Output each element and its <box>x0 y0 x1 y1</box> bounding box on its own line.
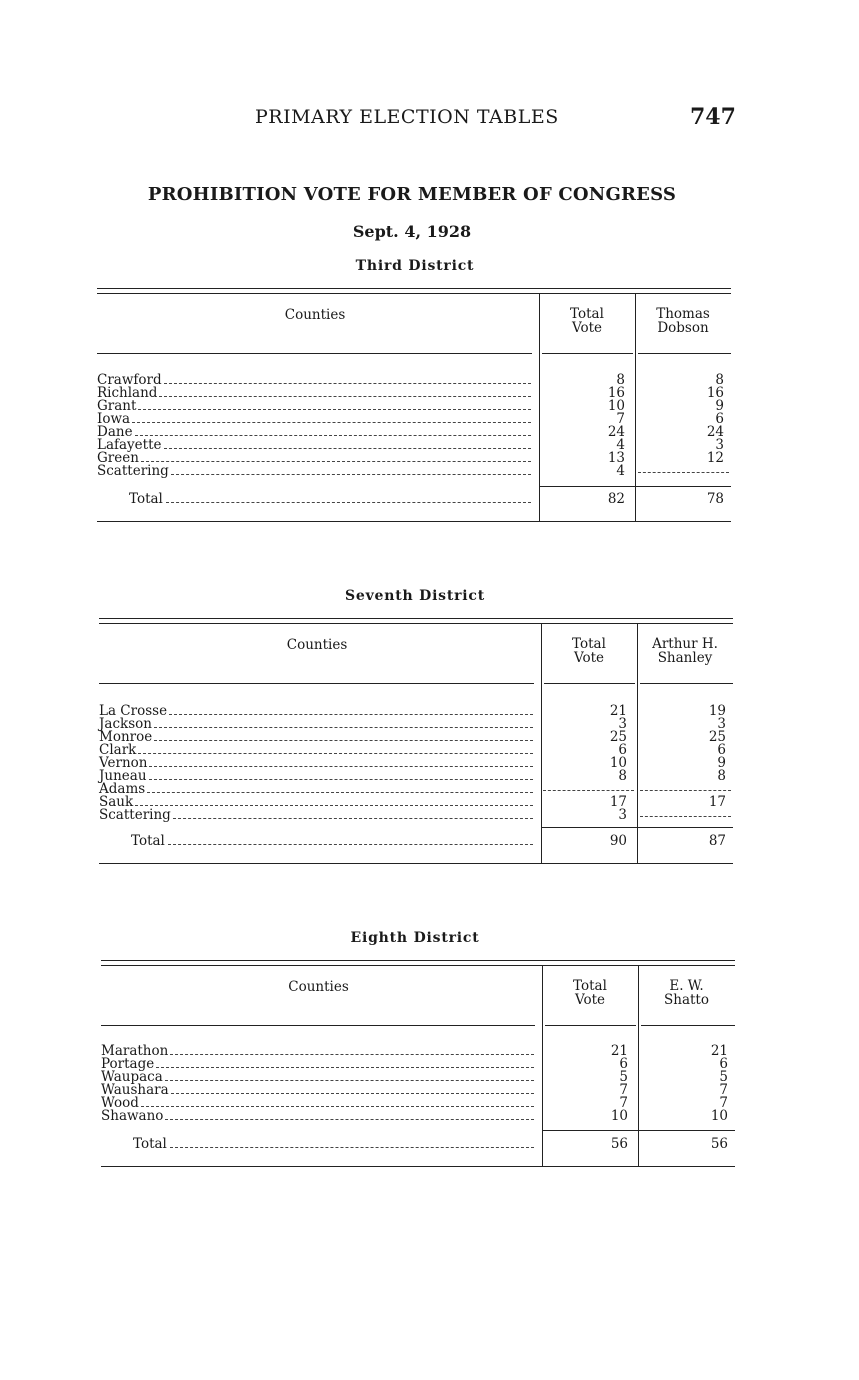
county-name: Dane <box>97 424 133 440</box>
candidate-vote-cell: 17 <box>708 794 726 810</box>
table-row <box>99 718 733 731</box>
sum-rule <box>636 486 731 487</box>
county-name: Shawano <box>101 1108 164 1124</box>
candidate-vote-cell: 7 <box>719 1082 728 1098</box>
table-row <box>99 796 733 809</box>
dot-leader <box>132 422 531 423</box>
table-row <box>99 744 733 757</box>
county-name: Marathon <box>101 1043 169 1059</box>
header-rule <box>545 1025 636 1026</box>
dot-leader <box>138 409 531 410</box>
header-candidate <box>637 637 733 665</box>
sum-rule <box>639 1130 735 1131</box>
candidate-vote-cell: 7 <box>719 1095 728 1111</box>
candidate-vote-sum: 78 <box>706 491 724 507</box>
table-row <box>101 1110 735 1123</box>
dot-leader <box>170 1147 534 1148</box>
header-counties: Counties <box>284 307 346 323</box>
dot-leader <box>171 1093 534 1094</box>
dot-leader <box>141 461 531 462</box>
district-heading-third: Third District <box>355 258 475 274</box>
dot-leader <box>149 766 533 767</box>
dot-leader <box>171 474 531 475</box>
table-row <box>97 413 731 426</box>
county-name: Sauk <box>99 794 134 810</box>
sum-rule <box>540 486 635 487</box>
header-rule <box>641 1025 735 1026</box>
candidate-vote-cell: 12 <box>706 450 724 466</box>
total-vote-cell: 7 <box>616 411 625 427</box>
table-row <box>101 1058 735 1071</box>
candidate-vote-sum: 87 <box>708 833 726 849</box>
total-vote-cell: 3 <box>618 807 627 823</box>
candidate-vote-cell: 25 <box>708 729 726 745</box>
running-title: PRIMARY ELECTION TABLES <box>255 106 559 128</box>
table-third-district <box>97 288 731 522</box>
header-counties: Counties <box>288 979 349 995</box>
dot-leader <box>147 792 533 793</box>
candidate-vote-cell: 24 <box>706 424 724 440</box>
total-label: Total <box>133 1136 167 1152</box>
dot-leader <box>165 1080 534 1081</box>
sum-rule <box>543 1130 638 1131</box>
header-total-vote <box>542 979 638 1007</box>
header-candidate <box>635 307 731 335</box>
total-vote-cell: 6 <box>619 1056 628 1072</box>
table-top-rule <box>101 960 735 966</box>
total-vote-cell: 8 <box>616 372 625 388</box>
candidate-vote-cell: 6 <box>719 1056 728 1072</box>
total-label: Total <box>131 833 165 849</box>
table-row <box>101 1097 735 1110</box>
county-name: Richland <box>97 385 158 401</box>
table-row <box>97 387 731 400</box>
dot-leader <box>164 448 531 449</box>
dot-leader <box>154 727 533 728</box>
empty-cell-dash <box>638 472 729 473</box>
candidate-vote-cell: 8 <box>717 768 726 784</box>
sum-rule <box>638 827 733 828</box>
header-candidate-line2: Dobson <box>657 320 709 336</box>
table-row <box>99 705 733 718</box>
total-vote-cell: 7 <box>619 1082 628 1098</box>
county-name: Grant <box>97 398 137 414</box>
county-name: Scattering <box>97 463 169 479</box>
table-row <box>101 1084 735 1097</box>
sum-rule <box>542 827 637 828</box>
dot-leader <box>169 714 533 715</box>
total-vote-cell: 7 <box>619 1095 628 1111</box>
total-vote-cell: 10 <box>610 1108 628 1124</box>
total-vote-sum: 82 <box>607 491 625 507</box>
county-name: Jackson <box>99 716 152 732</box>
county-name: Crawford <box>97 372 162 388</box>
district-heading-seventh: Seventh District <box>344 588 486 604</box>
header-rule <box>101 1025 535 1026</box>
county-name: Lafayette <box>97 437 162 453</box>
dot-leader <box>168 844 533 845</box>
total-vote-sum: 90 <box>609 833 627 849</box>
header-total-vote <box>541 637 637 665</box>
header-candidate-line1: Thomas <box>656 306 710 322</box>
table-bottom-rule <box>99 863 733 864</box>
total-row <box>97 491 731 507</box>
table-row <box>97 400 731 413</box>
total-vote-cell: 21 <box>609 703 627 719</box>
table-row <box>99 770 733 783</box>
table-row <box>97 374 731 387</box>
header-total-vote <box>539 307 635 335</box>
county-name: Scattering <box>99 807 171 823</box>
candidate-vote-cell: 5 <box>719 1069 728 1085</box>
total-vote-cell: 5 <box>619 1069 628 1085</box>
header-rule <box>544 683 635 684</box>
dot-leader <box>156 1067 534 1068</box>
empty-cell-dash <box>640 816 731 817</box>
header-total-line2: Vote <box>573 650 605 666</box>
total-vote-cell: 4 <box>616 463 625 479</box>
table-row <box>97 465 731 478</box>
county-name: La Crosse <box>99 703 168 719</box>
candidate-vote-cell: 16 <box>706 385 724 401</box>
page-title: PROHIBITION VOTE FOR MEMBER OF CONGRESS <box>147 184 677 205</box>
candidate-vote-cell: 10 <box>710 1108 728 1124</box>
dot-leader <box>166 502 531 503</box>
page-number: 747 <box>690 104 736 130</box>
county-name: Waupaca <box>101 1069 163 1085</box>
county-name: Portage <box>101 1056 155 1072</box>
county-name: Wood <box>101 1095 139 1111</box>
dot-leader <box>135 435 531 436</box>
total-vote-cell: 16 <box>607 385 625 401</box>
total-vote-cell: 10 <box>609 755 627 771</box>
table-row <box>97 426 731 439</box>
table-seventh-district <box>99 618 733 864</box>
total-vote-cell: 24 <box>607 424 625 440</box>
county-name: Monroe <box>99 729 153 745</box>
table-row <box>101 1071 735 1084</box>
dot-leader <box>149 779 533 780</box>
header-total-line1: Total <box>573 978 607 994</box>
table-row <box>101 1045 735 1058</box>
header-rule <box>97 353 532 354</box>
header-rule <box>638 353 731 354</box>
total-vote-cell: 17 <box>609 794 627 810</box>
total-vote-cell: 21 <box>610 1043 628 1059</box>
candidate-vote-cell: 3 <box>717 716 726 732</box>
total-vote-cell: 25 <box>609 729 627 745</box>
total-row <box>101 1136 735 1152</box>
table-row <box>99 783 733 796</box>
dot-leader <box>154 740 533 741</box>
header-candidate <box>638 979 735 1007</box>
dot-leader <box>159 396 531 397</box>
table-eighth-district <box>101 960 735 1167</box>
header-total-line2: Vote <box>571 320 603 336</box>
table-row <box>97 439 731 452</box>
candidate-vote-cell: 3 <box>715 437 724 453</box>
candidate-vote-cell: 9 <box>717 755 726 771</box>
dot-leader <box>170 1054 534 1055</box>
header-candidate-line1: Arthur H. <box>652 636 718 652</box>
candidate-vote-cell: 19 <box>708 703 726 719</box>
header-total-line1: Total <box>570 306 604 322</box>
header-rule <box>542 353 633 354</box>
total-vote-sum: 56 <box>610 1136 628 1152</box>
candidate-vote-cell: 6 <box>717 742 726 758</box>
header-candidate-line2: Shatto <box>664 992 709 1008</box>
table-row <box>99 809 733 822</box>
dot-leader <box>165 1119 534 1120</box>
county-name: Iowa <box>97 411 131 427</box>
total-vote-cell: 3 <box>618 716 627 732</box>
empty-cell-dash <box>640 790 731 791</box>
empty-cell-dash <box>543 790 634 791</box>
dot-leader <box>141 1106 534 1107</box>
table-row <box>97 452 731 465</box>
dot-leader <box>135 805 533 806</box>
district-heading-eighth: Eighth District <box>350 930 480 946</box>
county-name: Clark <box>99 742 137 758</box>
header-total-line1: Total <box>572 636 606 652</box>
total-vote-cell: 6 <box>618 742 627 758</box>
header-rule <box>99 683 534 684</box>
candidate-vote-cell: 9 <box>715 398 724 414</box>
county-name: Adams <box>99 781 146 797</box>
county-name: Vernon <box>99 755 148 771</box>
table-bottom-rule <box>101 1166 735 1167</box>
page-subtitle: Sept. 4, 1928 <box>352 222 472 241</box>
county-name: Waushara <box>101 1082 169 1098</box>
candidate-vote-sum: 56 <box>710 1136 728 1152</box>
candidate-vote-cell: 21 <box>710 1043 728 1059</box>
total-vote-cell: 10 <box>607 398 625 414</box>
header-candidate-line2: Shanley <box>657 650 713 666</box>
dot-leader <box>164 383 531 384</box>
candidate-vote-cell: 6 <box>715 411 724 427</box>
total-label: Total <box>129 491 163 507</box>
candidate-vote-cell: 8 <box>715 372 724 388</box>
header-counties: Counties <box>286 637 348 653</box>
table-bottom-rule <box>97 521 731 522</box>
dot-leader <box>173 818 533 819</box>
total-vote-cell: 13 <box>607 450 625 466</box>
total-vote-cell: 8 <box>618 768 627 784</box>
header-rule <box>640 683 733 684</box>
total-vote-cell: 4 <box>616 437 625 453</box>
table-row <box>99 731 733 744</box>
running-head <box>0 106 859 136</box>
table-row <box>99 757 733 770</box>
header-total-line2: Vote <box>574 992 606 1008</box>
dot-leader <box>138 753 533 754</box>
county-name: Green <box>97 450 139 466</box>
county-name: Juneau <box>99 768 147 784</box>
header-candidate-line1: E. W. <box>669 978 704 994</box>
total-row <box>99 833 733 849</box>
